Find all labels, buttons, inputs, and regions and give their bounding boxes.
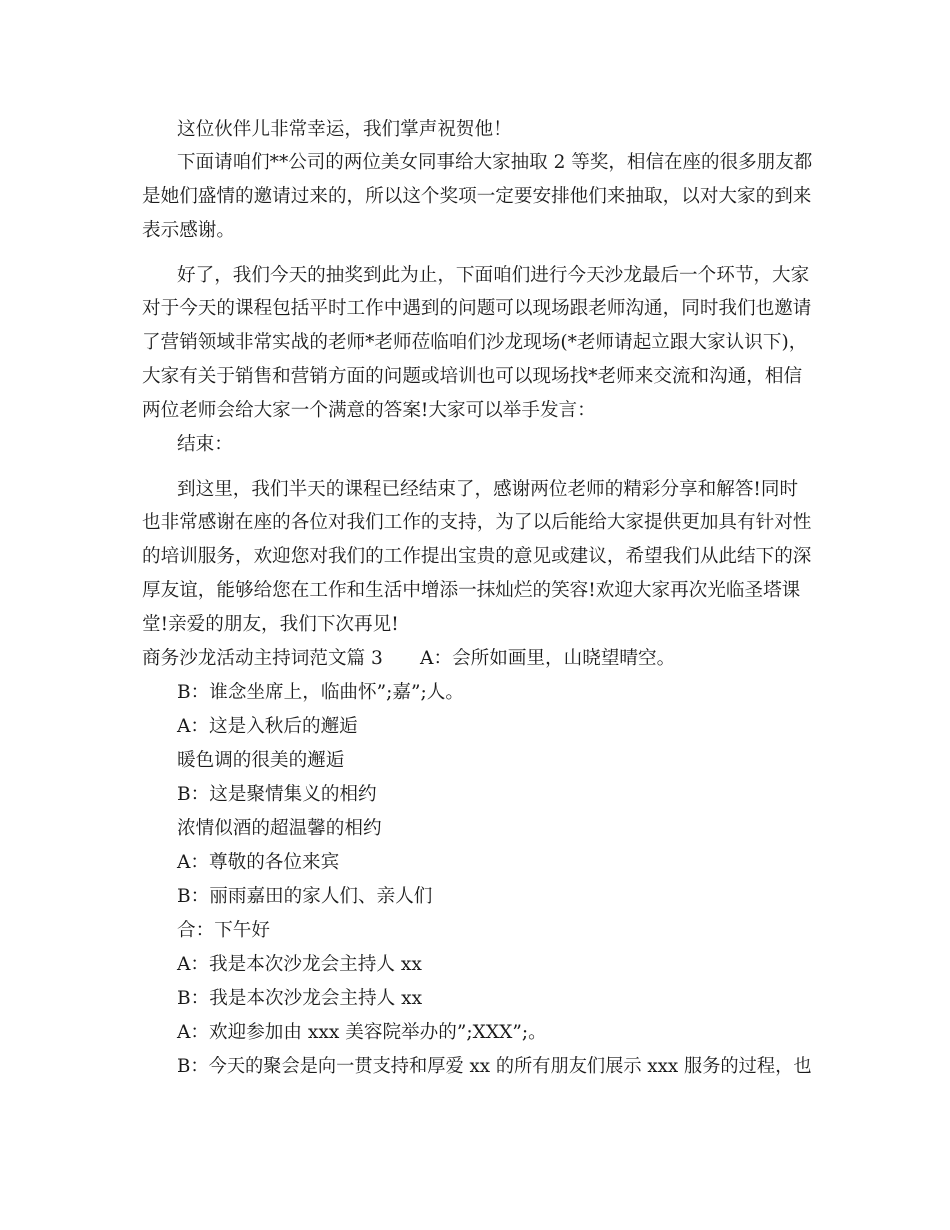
- dialogue-line: A：尊敬的各位来宾: [177, 852, 340, 873]
- section-heading: 结束：: [177, 434, 233, 455]
- dialogue-line: B：丽雨嘉田的家人们、亲人们: [177, 886, 433, 907]
- text-line: 表示感谢。: [142, 220, 235, 241]
- text-line: 到这里，我们半天的课程已经结束了，感谢两位老师的精彩分享和解答!同时: [177, 479, 799, 500]
- dialogue-line: B：今天的聚会是向一贯支持和厚爱 xx 的所有朋友们展示 xxx 服务的过程，也: [177, 1056, 812, 1077]
- text-line: 也非常感谢在座的各位对我们工作的支持，为了以后能给大家提供更加具有针对性: [142, 512, 812, 533]
- dialogue-line: A：欢迎参加由 xxx 美容院举办的”;XXX”;。: [177, 1022, 547, 1043]
- dialogue-line: A：我是本次沙龙会主持人 xx: [177, 954, 422, 975]
- text-line: 厚友谊，能够给您在工作和生活中增添一抹灿烂的笑容!欢迎大家再次光临圣塔课: [142, 580, 801, 601]
- article-title-line: 商务沙龙活动主持词范文篇 3 A：会所如画里，山晓望晴空。: [142, 648, 676, 669]
- text-line: 了营销领域非常实战的老师*老师莅临咱们沙龙现场(*老师请起立跟大家认识下)，: [142, 332, 808, 353]
- text-line: 好了，我们今天的抽奖到此为止，下面咱们进行今天沙龙最后一个环节，大家: [177, 265, 810, 286]
- text-line: 堂!亲爱的朋友，我们下次再见!: [142, 614, 399, 635]
- text-line: 下面请咱们**公司的两位美女同事给大家抽取 2 等奖，相信在座的很多朋友都: [177, 152, 813, 173]
- text-line: 大家有关于销售和营销方面的问题或培训也可以现场找*老师来交流和沟通，相信: [142, 366, 803, 387]
- dialogue-line: 暖色调的很美的邂逅: [177, 750, 345, 771]
- text-line: 对于今天的课程包括平时工作中遇到的问题可以现场跟老师沟通，同时我们也邀请: [142, 298, 812, 319]
- dialogue-line: 合：下午好: [177, 920, 270, 941]
- text-line: 是她们盛情的邀请过来的，所以这个奖项一定要安排他们来抽取，以对大家的到来: [142, 186, 812, 207]
- dialogue-line: B：我是本次沙龙会主持人 xx: [177, 988, 423, 1009]
- text-line: 的培训服务，欢迎您对我们的工作提出宝贵的意见或建议，希望我们从此结下的深: [142, 546, 812, 567]
- text-line: 这位伙伴儿非常幸运，我们掌声祝贺他！: [177, 119, 512, 140]
- dialogue-line: B：这是聚情集义的相约: [177, 784, 377, 805]
- dialogue-line: B：谁念坐席上，临曲怀”;嘉”;人。: [177, 682, 464, 703]
- text-line: 两位老师会给大家一个满意的答案!大家可以举手发言：: [142, 400, 596, 421]
- dialogue-line: 浓情似酒的超温馨的相约: [177, 818, 382, 839]
- dialogue-line: A：这是入秋后的邂逅: [177, 716, 358, 737]
